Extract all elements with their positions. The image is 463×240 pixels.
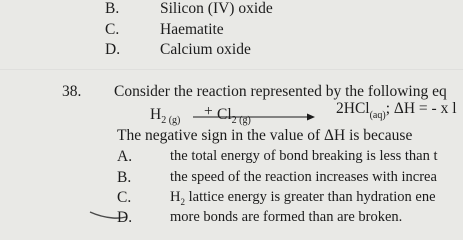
option-c-rest: lattice energy is greater than hydration ene — [184, 189, 436, 205]
divider — [0, 69, 463, 70]
option-a-text: the total energy of bond breaking is less than t — [170, 148, 438, 164]
option-b-text: the speed of the reaction increases with increa — [170, 169, 437, 185]
question-prompt: The negative sign in the value of ΔH is because — [117, 127, 413, 144]
prev-option-b-text: Silicon (IV) oxide — [160, 0, 273, 17]
option-d-text: more bonds are formed than are broken. — [170, 209, 403, 225]
prev-option-d-text: Calcium oxide — [160, 41, 251, 58]
prev-option-d-letter: D. — [105, 41, 121, 58]
option-c-letter: C. — [117, 189, 132, 206]
question-number: 38. — [62, 83, 82, 100]
equation-reactant-2-subscript: 2 (g) — [231, 115, 251, 126]
option-c-formula: H — [170, 189, 181, 205]
reaction-arrow-icon — [193, 112, 315, 122]
option-b-letter: B. — [117, 169, 132, 186]
option-c-subscript: 2 — [180, 197, 185, 207]
equation-reactant-1-symbol: H — [150, 106, 162, 123]
equation-enthalpy: ; ΔH = - x l — [385, 100, 457, 117]
prev-option-c-letter: C. — [105, 21, 120, 38]
prev-option-c-text: Haematite — [160, 21, 224, 38]
equation-reactant-1 — [150, 107, 180, 126]
option-c-text — [170, 190, 436, 207]
equation-product-subscript: (aq) — [369, 110, 386, 121]
equation-reactant-2-symbol: Cl — [217, 106, 232, 123]
prev-option-b-letter: B. — [105, 0, 120, 17]
option-d-letter: D. — [117, 209, 133, 226]
option-a-letter: A. — [117, 148, 133, 165]
question-stem: Consider the reaction represented by the following eq — [114, 83, 447, 100]
equation-reactant-1-subscript: 2 (g) — [161, 115, 181, 126]
equation-plus: + — [204, 103, 213, 120]
equation-product — [336, 101, 457, 121]
equation-product-symbol: 2HCl — [336, 100, 370, 117]
